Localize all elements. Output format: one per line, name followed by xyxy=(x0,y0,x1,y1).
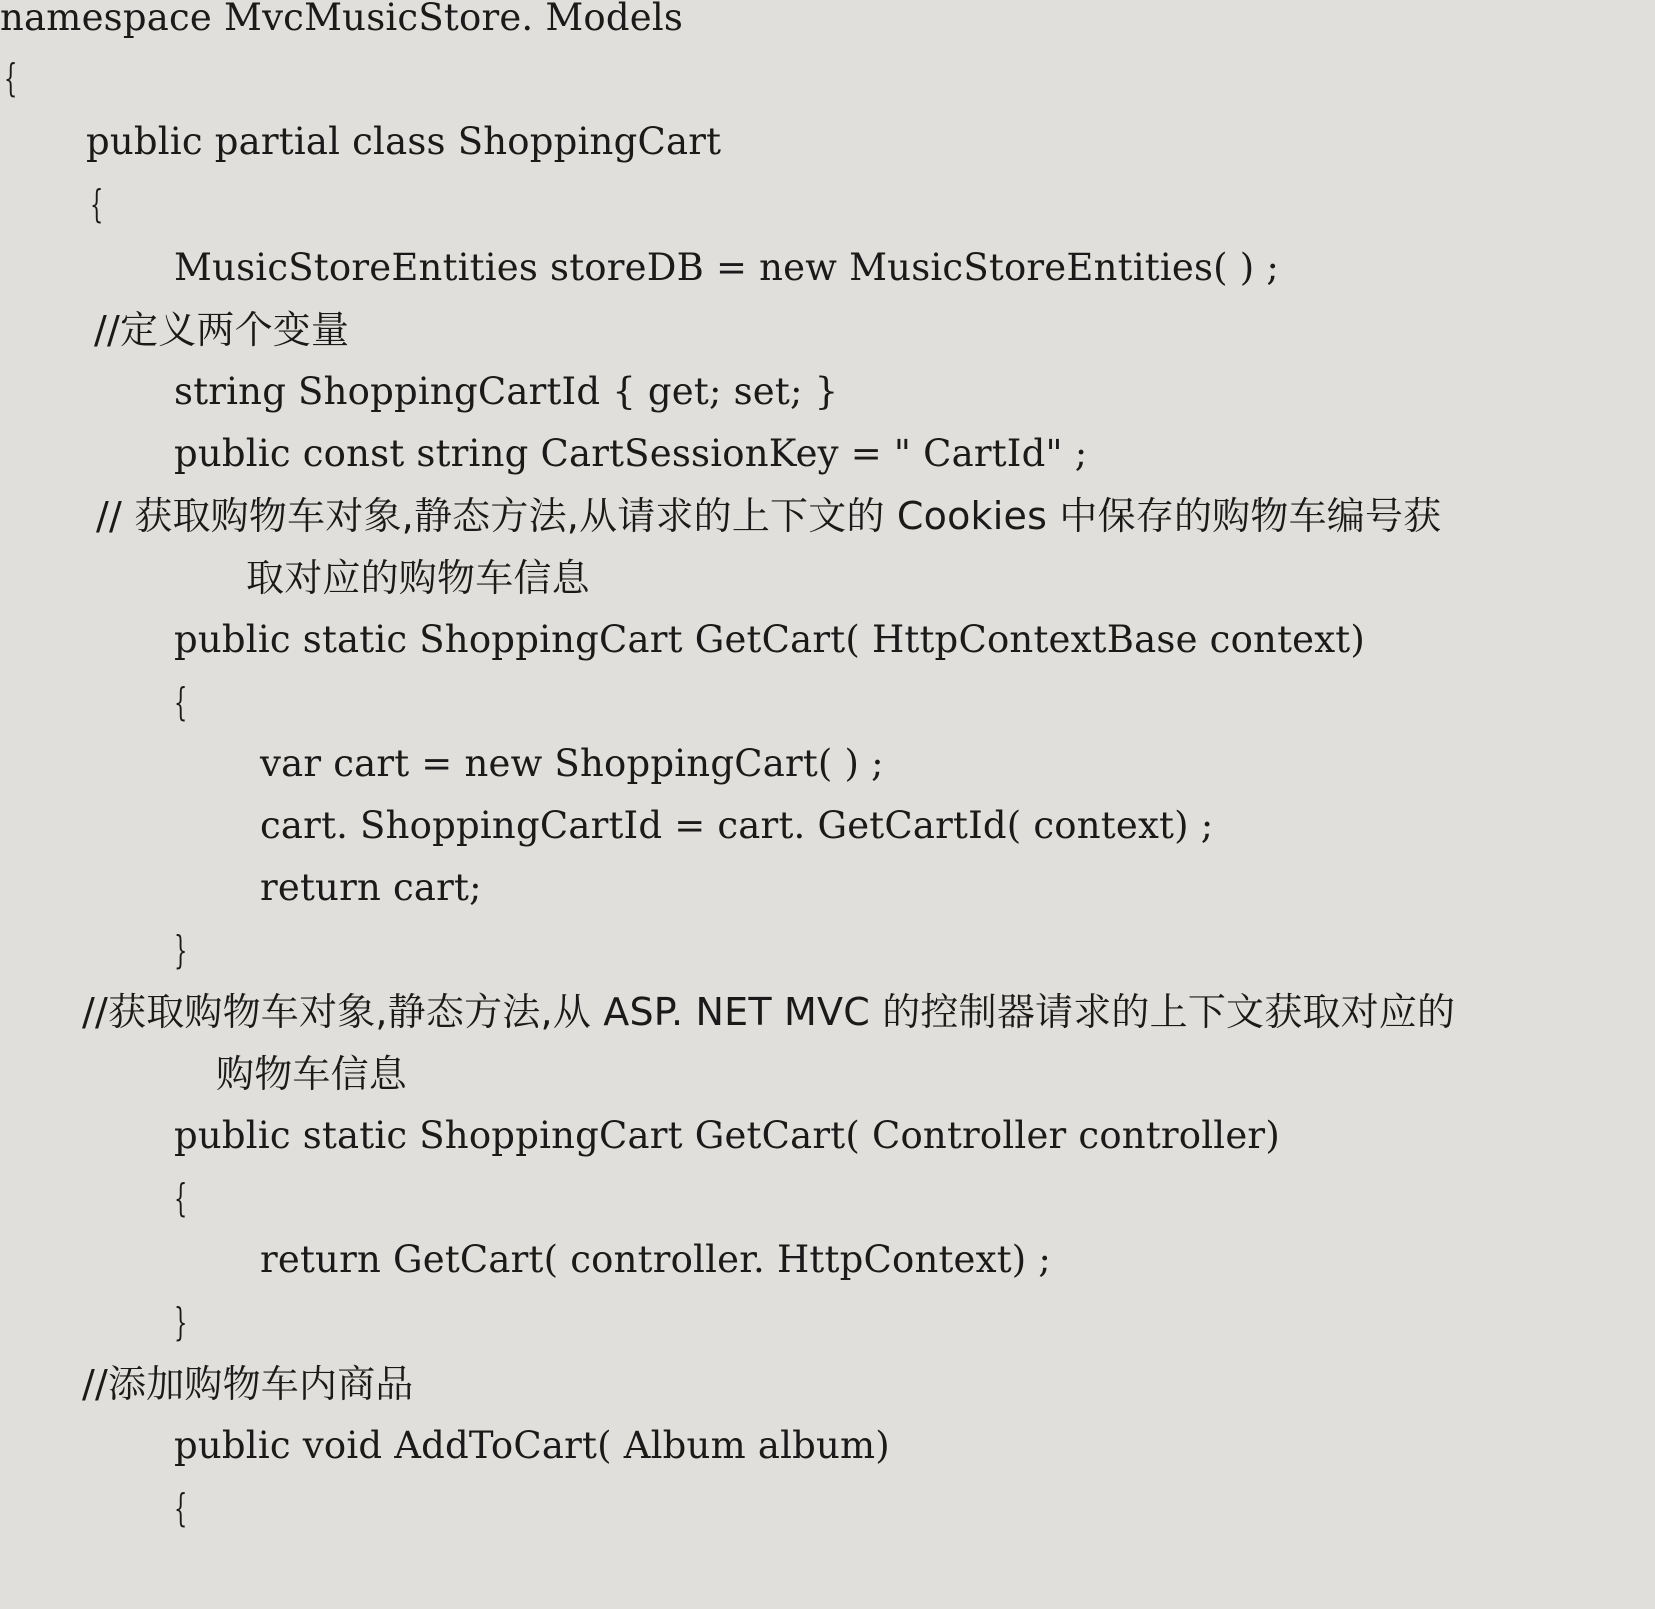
code-line-comment: //添加购物车内商品 xyxy=(82,1362,414,1406)
code-line-session-key: public const string CartSessionKey = " CartId" ; xyxy=(174,432,1088,475)
code-line-get-cart-context: public static ShoppingCart GetCart( HttpContextBase context) xyxy=(174,618,1366,661)
code-line-new-cart: var cart = new ShoppingCart( ) ; xyxy=(260,742,884,785)
code-line-open-brace: { xyxy=(174,680,188,724)
code-line-comment-continuation: 取对应的购物车信息 xyxy=(246,556,590,600)
code-line-store-db: MusicStoreEntities storeDB = new MusicStoreEntities( ) ; xyxy=(174,246,1279,289)
code-line-return-get-cart: return GetCart( controller. HttpContext) ; xyxy=(260,1238,1052,1281)
code-line-add-to-cart: public void AddToCart( Album album) xyxy=(174,1424,890,1467)
code-line-assign-cart-id: cart. ShoppingCartId = cart. GetCartId( context) ; xyxy=(260,804,1214,847)
code-line-namespace: namespace MvcMusicStore. Models xyxy=(0,0,684,39)
code-line-comment: //定义两个变量 xyxy=(94,308,350,352)
code-line-open-brace: { xyxy=(4,56,18,100)
code-line-comment-continuation: 购物车信息 xyxy=(216,1052,408,1096)
code-line-return-cart: return cart; xyxy=(260,866,482,909)
code-line-comment: // 获取购物车对象,静态方法,从请求的上下文的 Cookies 中保存的购物车编号获 xyxy=(96,494,1442,538)
code-line-get-cart-controller: public static ShoppingCart GetCart( Controller controller) xyxy=(174,1114,1280,1157)
code-line-comment: //获取购物车对象,静态方法,从 ASP. NET MVC 的控制器请求的上下文获取对应的 xyxy=(82,990,1456,1034)
code-line-close-brace: } xyxy=(174,928,188,972)
code-line-open-brace: { xyxy=(174,1176,188,1220)
code-line-class-declaration: public partial class ShoppingCart xyxy=(86,120,722,163)
code-line-open-brace: { xyxy=(90,182,104,226)
code-line-cart-id-property: string ShoppingCartId { get; set; } xyxy=(174,370,839,413)
code-line-open-brace: { xyxy=(174,1486,188,1530)
code-line-close-brace: } xyxy=(174,1300,188,1344)
